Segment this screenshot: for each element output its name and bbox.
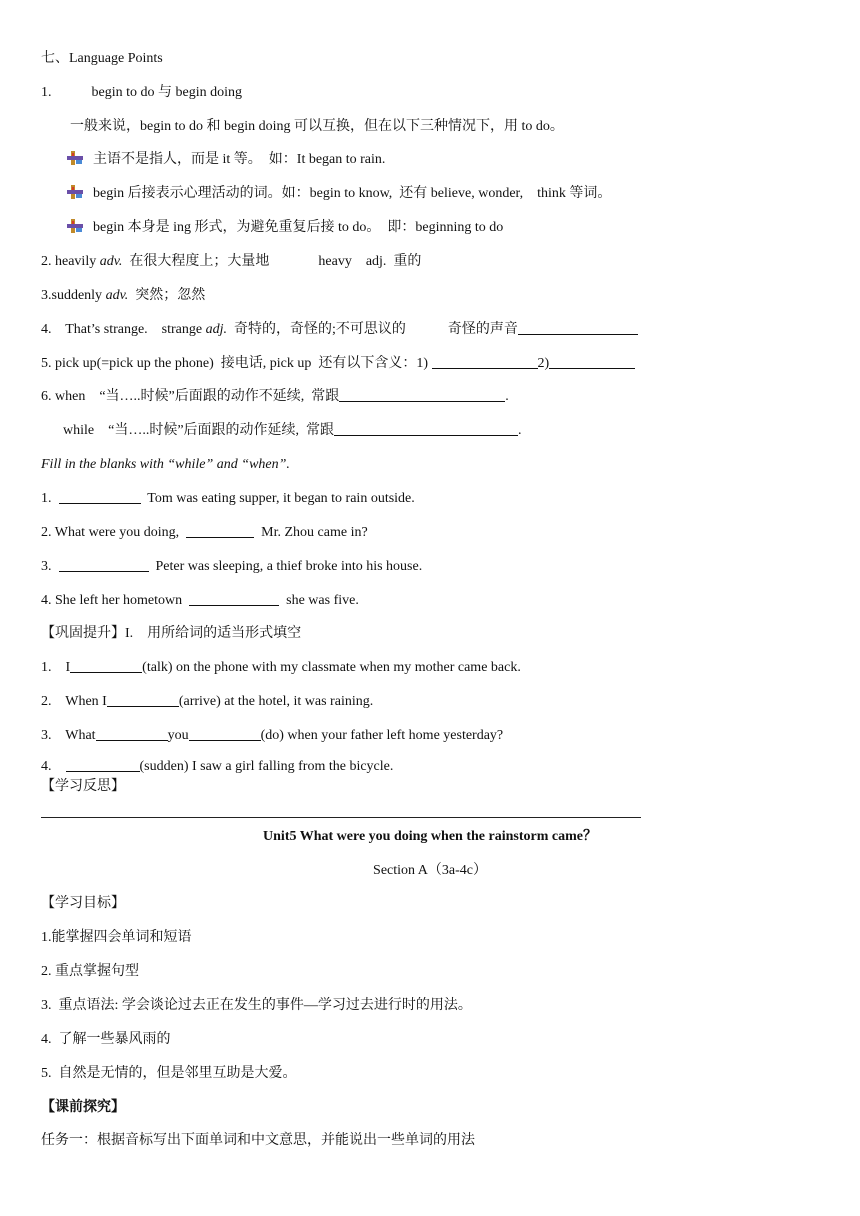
point-2: 2. heavily adv. 在很大程度上；大量地 heavy adj. 重的 (41, 254, 422, 269)
answer-blank[interactable] (107, 692, 179, 707)
bullet-item: begin 本身是 ing 形式，为避免重复后接 to do。 即：beginning to do (67, 218, 503, 238)
point-6-while: while “当…..时候”后面跟的动作延续, 常跟 . (63, 423, 522, 438)
unit-title: Unit5 What were you doing when the rainstorm came？ (263, 829, 597, 844)
point-5: 5. pick up(=pick up the phone) 接电话, pick up 还有以下含义：1) 2) (41, 354, 635, 374)
answer-blank[interactable] (339, 387, 505, 402)
goal-item: 3. 重点语法: 学会谈论过去正在发生的事件—学习过去进行时的用法。 (41, 998, 472, 1013)
answer-blank[interactable] (59, 489, 141, 504)
bullet-item: begin 后接表示心理活动的词。如：begin to know, 还有 believe, wonder, think 等词。 (67, 184, 611, 204)
exercise-item: 4. (sudden) I saw a girl falling from the bicycle. (41, 759, 394, 774)
bullet-icon (67, 185, 83, 199)
section-label: Section A（3a-4c） (373, 863, 487, 878)
answer-blank[interactable] (334, 421, 518, 436)
section-title: 七、Language Points (41, 51, 163, 66)
exercise-item: 2. When I (arrive) at the hotel, it was raining. (41, 694, 374, 709)
fill-item: 3. Peter was sleeping, a thief broke into his house. (41, 559, 423, 574)
answer-blank[interactable] (189, 591, 279, 606)
consolidate-heading: 【巩固提升】I. 用所给词的适当形式填空 (41, 626, 302, 641)
fill-item: 4. She left her hometown she was five. (41, 593, 359, 608)
answer-blank[interactable] (66, 757, 140, 772)
answer-blank[interactable] (186, 523, 254, 538)
point-1-intro: 一般来说，begin to do 和 begin doing 可以互换，但在以下三种情况下，用 to do。 (70, 119, 564, 134)
goal-item: 5. 自然是无情的，但是邻里互助是大爱。 (41, 1066, 297, 1081)
goal-item: 1.能掌握四会单词和短语 (41, 930, 192, 945)
task-1: 任务一：根据音标写出下面单词和中文意思，并能说出一些单词的用法 (41, 1133, 475, 1148)
point-1-title: begin to do 与 begin doing (91, 85, 242, 100)
answer-blank[interactable] (96, 726, 168, 741)
answer-blank[interactable] (432, 354, 538, 369)
fill-item: 2. What were you doing, Mr. Zhou came in? (41, 525, 368, 540)
exercise-item: 1. I (talk) on the phone with my classmate when my mother came back. (41, 660, 521, 675)
goal-item: 4. 了解一些暴风雨的 (41, 1032, 171, 1047)
goals-heading: 【学习目标】 (41, 896, 125, 911)
answer-blank[interactable] (70, 658, 142, 673)
answer-blank[interactable] (189, 726, 261, 741)
explore-heading: 【课前探究】 (41, 1100, 125, 1115)
fill-instruction: Fill in the blanks with “while” and “when”. (41, 457, 290, 472)
bullet-icon (67, 219, 83, 233)
point-6-when: 6. when “当…..时候”后面跟的动作不延续, 常跟 . (41, 389, 509, 404)
answer-blank[interactable] (59, 557, 149, 572)
divider-line (41, 817, 641, 818)
exercise-item: 3. What you (do) when your father left home yesterday? (41, 728, 504, 743)
goal-item: 2. 重点掌握句型 (41, 964, 139, 979)
point-3: 3.suddenly adv. 突然；忽然 (41, 288, 206, 303)
bullet-item: 主语不是指人，而是 it 等。 如：It began to rain. (67, 150, 385, 170)
bullet-icon (67, 151, 83, 165)
reflection-heading: 【学习反思】 (41, 779, 125, 794)
answer-blank[interactable] (549, 354, 635, 369)
fill-item: 1. Tom was eating supper, it began to rain outside. (41, 491, 415, 506)
point-1-heading: 1. begin to do 与 begin doing (41, 85, 242, 100)
point-4: 4. That’s strange. strange adj. 奇特的，奇怪的;不可思议的 奇怪的声音 (41, 320, 638, 340)
answer-blank[interactable] (518, 320, 638, 335)
